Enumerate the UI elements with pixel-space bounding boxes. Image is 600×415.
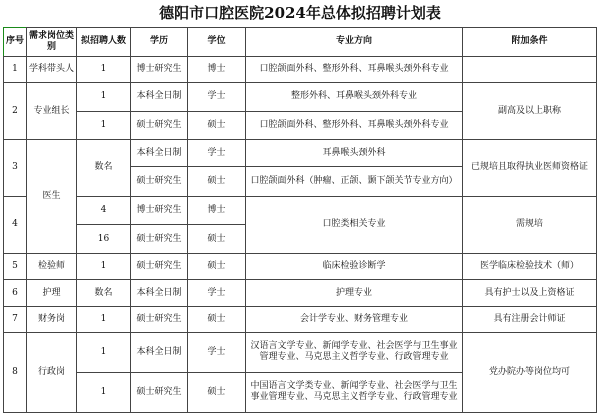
header-count: 拟招聘人数: [77, 28, 131, 57]
cell-major: 口腔颌面外科（肿瘤、正颌、颞下颌关节专业方向）: [246, 166, 463, 196]
cell-count: 1: [77, 372, 131, 412]
table-row: [4, 306, 597, 333]
cell-edu: 本科全日制: [131, 333, 188, 372]
cell-edu: 本科全日制: [131, 83, 188, 112]
recruitment-table: [3, 27, 597, 413]
cell-count: 4: [77, 196, 131, 225]
table-header-row: [4, 28, 597, 57]
cell-no: 3: [4, 140, 27, 196]
cell-edu: 本科全日制: [131, 280, 188, 307]
cell-edu: 硕士研究生: [131, 225, 188, 254]
cell-cond: 党办院办等岗位均可: [463, 333, 597, 413]
cell-no: 7: [4, 306, 27, 333]
cell-post: 财务岗: [27, 306, 77, 333]
cell-count: 1: [77, 333, 131, 372]
table-row: [4, 56, 597, 83]
cell-degree: 学士: [188, 83, 246, 112]
cell-edu: 硕士研究生: [131, 372, 188, 412]
cell-edu: 博士研究生: [131, 196, 188, 225]
cell-count: 1: [77, 83, 131, 112]
cell-major: 汉语言文学专业、新闻学专业、社会医学与卫生事业管理专业、马克思主义哲学专业、行政管理专业: [246, 333, 463, 372]
cell-no: 2: [4, 83, 27, 140]
table-row: [4, 140, 597, 167]
cell-edu: 硕士研究生: [131, 306, 188, 333]
cell-no: 8: [4, 333, 27, 413]
header-no: 序号: [4, 28, 27, 57]
cell-major: 口腔颌面外科、整形外科、耳鼻喉头颈外科专业: [246, 111, 463, 140]
cell-post: 学科带头人: [27, 56, 77, 83]
cell-cond: 医学临床检验技术（师）: [463, 253, 597, 280]
table-row: [4, 333, 597, 372]
cell-cond: 已规培且取得执业医师资格证: [463, 140, 597, 196]
cell-cond: 副高及以上职称: [463, 83, 597, 140]
cell-edu: 本科全日制: [131, 140, 188, 167]
table-row: [4, 253, 597, 280]
table-row: [4, 196, 597, 225]
table-row: [4, 280, 597, 307]
cell-degree: 硕士: [188, 225, 246, 254]
cell-no: 4: [4, 196, 27, 253]
cell-degree: 硕士: [188, 253, 246, 280]
cell-major: 临床检验诊断学: [246, 253, 463, 280]
cell-degree: 博士: [188, 196, 246, 225]
cell-degree: 硕士: [188, 166, 246, 196]
header-edu: 学历: [131, 28, 188, 57]
cell-edu: 博士研究生: [131, 56, 188, 83]
cell-major: 会计学专业、财务管理专业: [246, 306, 463, 333]
cell-post: 检验师: [27, 253, 77, 280]
cell-degree: 学士: [188, 333, 246, 372]
cell-no: 5: [4, 253, 27, 280]
cell-edu: 硕士研究生: [131, 111, 188, 140]
cell-post: 护理: [27, 280, 77, 307]
cell-cond: 需规培: [463, 196, 597, 253]
cell-degree: 博士: [188, 56, 246, 83]
cell-cond: 具有护士以及上资格证: [463, 280, 597, 307]
cell-major: 口腔类相关专业: [246, 196, 463, 253]
cell-degree: 硕士: [188, 306, 246, 333]
cell-edu: 硕士研究生: [131, 166, 188, 196]
cell-major: 整形外科、耳鼻喉头颈外科专业: [246, 83, 463, 112]
page-title: 德阳市口腔医院2024年总体拟招聘计划表: [159, 4, 441, 22]
cell-count: 1: [77, 306, 131, 333]
cell-count: 数名: [77, 140, 131, 196]
cell-degree: 学士: [188, 140, 246, 167]
header-major: 专业方向: [246, 28, 463, 57]
cell-edu: 硕士研究生: [131, 253, 188, 280]
header-post: 需求岗位类别: [27, 28, 77, 57]
cell-cond: [463, 56, 597, 83]
cell-count: 数名: [77, 280, 131, 307]
cell-count: 1: [77, 56, 131, 83]
cell-post: 行政岗: [27, 333, 77, 413]
cell-count: 1: [77, 253, 131, 280]
header-cond: 附加条件: [463, 28, 597, 57]
cell-count: 1: [77, 111, 131, 140]
header-degree: 学位: [188, 28, 246, 57]
cell-major: 中国语言文学类专业、新闻学专业、社会医学与卫生事业管理专业、马克思主义哲学专业、行政管理专业: [246, 372, 463, 412]
cell-no: 6: [4, 280, 27, 307]
cell-cond: 具有注册会计师证: [463, 306, 597, 333]
cell-degree: 学士: [188, 280, 246, 307]
cell-post: 专业组长: [27, 83, 77, 140]
cell-degree: 硕士: [188, 111, 246, 140]
cell-no: 1: [4, 56, 27, 83]
cell-post: 医生: [27, 140, 77, 253]
cell-major: 护理专业: [246, 280, 463, 307]
table-row: [4, 83, 597, 112]
cell-major: 耳鼻喉头颈外科: [246, 140, 463, 167]
cell-count: 16: [77, 225, 131, 254]
cell-major: 口腔颌面外科、整形外科、耳鼻喉头颈外科专业: [246, 56, 463, 83]
cell-degree: 硕士: [188, 372, 246, 412]
